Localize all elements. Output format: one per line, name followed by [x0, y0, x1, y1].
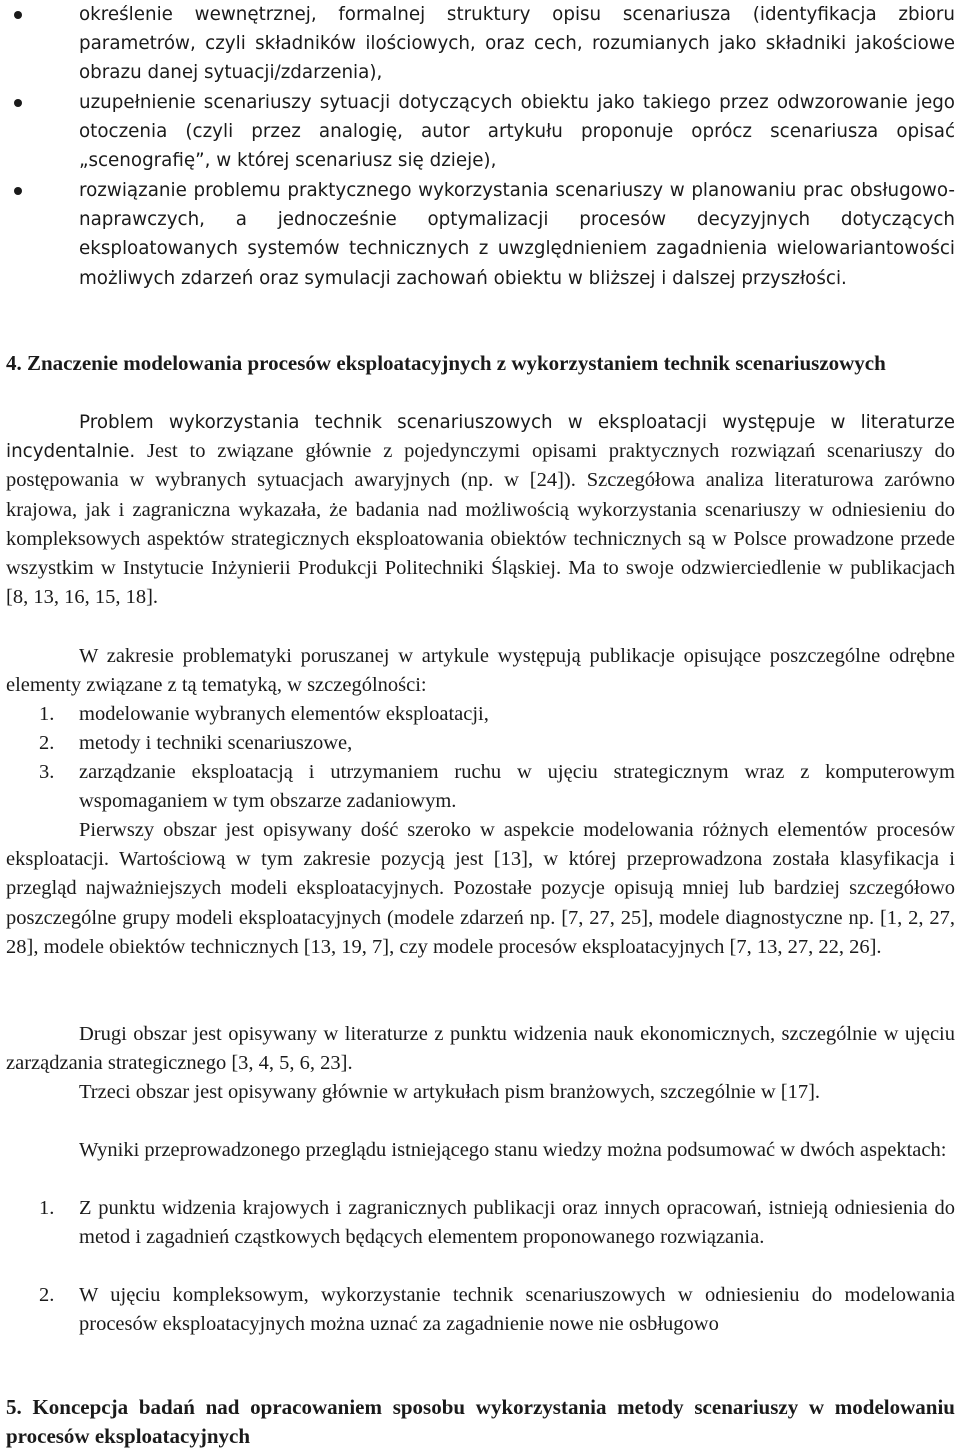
bullet-text: rozwiązanie problemu praktycznego wykorzystania scenariuszy w planowaniu prac obsługowo-naprawczych, a jednocześnie optymalizacji procesów decyzyjnych dotyczących eksploatowanych systemów technicznych z uwzględnieniem zagadnienia wielowariantowości możliwych zdarzeń oraz symulacji zachowań obiektu w bliższej i dalszej przyszłości. [79, 180, 955, 289]
list-text: modelowanie wybranych elementów eksploatacji, [79, 703, 489, 725]
paragraph: W zakresie problematyki poruszanej w artykule występują publikacje opisujące poszczególne odrębne elementy związane z tą tematyką, w szczególności: [6, 645, 955, 697]
list-item [6, 700, 955, 729]
paragraph: Pierwszy obszar jest opisywany dość szeroko w aspekcie modelowania różnych elementów procesów eksploatacji. Wartościową w tym zakresie pozycją jest [13], w której przeprowadzona została klasyfikacja i przegląd najważniejszych modeli eksploatacyjnych. Pozostałe pozycje opisują mniej lub bardziej szczegółowo poszczególne grupy modeli eksploatacyjnych (modele zdarzeń np. [7, 27, 25], modele diagnostyczne np. [1, 2, 27, 28], modele obiektów technicznych [13, 19, 7], czy modele procesów eksploatacyjnych [7, 13, 27, 22, 26]. [6, 819, 955, 958]
bullet-icon [14, 99, 22, 107]
list-text: W ujęciu kompleksowym, wykorzystanie technik scenariuszowych w odniesieniu do modelowania procesów eksploatacyjnych można uznać za zagadnienie nowe nie osbługowo [79, 1284, 955, 1336]
list-number: 2. [39, 732, 55, 754]
list-text: Z punktu widzenia krajowych i zagranicznych publikacji oraz innych opracowań, istnieją odniesienia do metod i zagadnień cząstkowych będących elementem proponowanego rozwiązania. [79, 1197, 955, 1249]
section-heading: 5. Koncepcja badań nad opracowaniem sposobu wykorzystania metody scenariuszy w modelowaniu procesów eksploatacyjnych [6, 1395, 955, 1449]
paragraph-text: Jest to związane głównie z pojedynczymi opisami praktycznych rozwiązań scenariuszy do postępowania w wybranych sytuacjach awaryjnych (np. w [24]). Szczegółowa analiza literaturowa zarówno krajowa, jak i zagraniczna wykazała, że badania nad możliwością wykorzystania scenariuszy w odniesieniu do kompleksowych aspektów strategicznych eksploatowania obiektów technicznych są w Polsce prowadzone przede wszystkim w Instytucie Inżynierii Produkcji Politechniki Śląskiej. Ma to swoje odzwierciedlenie w publikacjach [8, 13, 16, 15, 18]. [6, 440, 955, 609]
paragraph: Drugi obszar jest opisywany w literaturze z punktu widzenia nauk ekonomicznych, szczególnie w ujęciu zarządzania strategicznego [3, 4, 5, 6, 23]. [6, 1023, 955, 1075]
list-text: metody i techniki scenariuszowe, [79, 732, 353, 754]
section-heading: 4. Znaczenie modelowania procesów eksploatacyjnych z wykorzystaniem technik scenariuszowych [6, 351, 886, 375]
list-item [6, 1281, 955, 1339]
bullet-item [6, 88, 955, 176]
list-number: 3. [39, 761, 55, 783]
list-number: 2. [39, 1284, 55, 1306]
bullet-text: określenie wewnętrznej, formalnej struktury opisu scenariusza (identyfikacja zbioru parametrów, czyli składników ilościowych, oraz cech, rozumianych jako składniki jakościowe obrazu danej sytuacji/zdarzenia), [79, 4, 955, 84]
bullet-icon [14, 11, 22, 19]
list-item [6, 729, 955, 758]
list-item [6, 1194, 955, 1252]
list-item [6, 758, 955, 816]
list-number: 1. [39, 703, 55, 725]
paragraph: Wyniki przeprowadzonego przeglądu istniejącego stanu wiedzy można podsumować w dwóch aspektach: [79, 1139, 947, 1161]
paragraph: Trzeci obszar jest opisywany głównie w artykułach pism branżowych, szczególnie w [17]. [79, 1081, 821, 1103]
list-text: zarządzanie eksploatacją i utrzymaniem ruchu w ujęciu strategicznym wraz z komputerowym wspomaganiem w tym obszarze zadaniowym. [79, 761, 955, 813]
bullet-item [6, 0, 955, 88]
paragraph [6, 408, 955, 612]
bullet-icon [14, 187, 22, 195]
bullet-item [6, 176, 955, 293]
paragraph-sans-text: Problem wykorzystania technik scenariuszowych w eksploatacji występuje w literaturze incydentalnie. [6, 412, 955, 463]
list-number: 1. [39, 1197, 55, 1219]
bullet-text: uzupełnienie scenariuszy sytuacji dotyczących obiektu jako takiego przez odwzorowanie jego otoczenia (czyli przez analogię, autor artykułu proponuje oprócz scenariusza opisać „scenografię”, w której scenariusz się dzieje), [79, 92, 955, 172]
